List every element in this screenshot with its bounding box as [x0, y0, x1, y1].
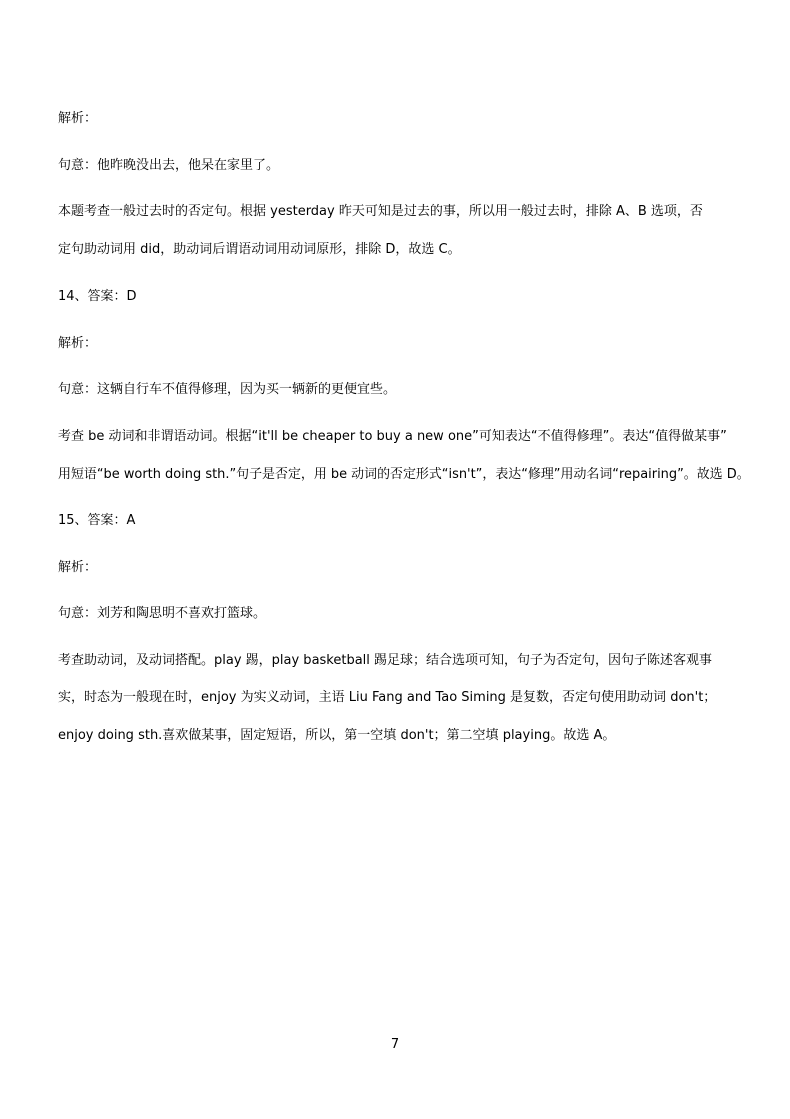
sentence-meaning-13: 句意：他昨晚没出去，他呆在家里了。	[58, 158, 280, 173]
explanation-15-line-3: enjoy doing sth.喜欢做某事，固定短语，所以，第一空填 don't；第二空填 playing。故选 A。	[58, 728, 616, 743]
sentence-meaning-15: 句意：刘芳和陶思明不喜欢打篮球。	[58, 606, 267, 621]
analysis-label: 解析：	[58, 111, 98, 126]
analysis-label: 解析：	[58, 336, 98, 351]
explanation-13-line-2: 定句助动词用 did，助动词后谓语动词用动词原形，排除 D，故选 C。	[58, 242, 461, 257]
answer-14: 14、答案：D	[58, 289, 137, 304]
explanation-14-line-1: 考查 be 动词和非谓语动词。根据“it'll be cheaper to buy a new one”可知表达“不值得修理”。表达“值得做某事”	[58, 429, 727, 444]
explanation-15-line-1: 考查助动词，及动词搭配。play 踢，play basketball 踢足球；结合选项可知，句子为否定句，因句子陈述客观事	[58, 653, 713, 668]
explanation-14-line-2: 用短语“be worth doing sth.”句子是否定，用 be 动词的否定形式“isn't”，表达“修理”用动名词“repairing”。故选 D。	[58, 467, 750, 482]
page-number: 7	[390, 1037, 400, 1052]
explanation-13-line-1: 本题考查一般过去时的否定句。根据 yesterday 昨天可知是过去的事，所以用一般过去时，排除 A、B 选项，否	[58, 204, 703, 219]
explanation-15-line-2: 实，时态为一般现在时，enjoy 为实义动词，主语 Liu Fang and Tao Siming 是复数，否定句使用助动词 don't；	[58, 690, 717, 705]
analysis-label: 解析：	[58, 560, 98, 575]
sentence-meaning-14: 句意：这辆自行车不值得修理，因为买一辆新的更便宜些。	[58, 382, 397, 397]
answer-15: 15、答案：A	[58, 513, 136, 528]
